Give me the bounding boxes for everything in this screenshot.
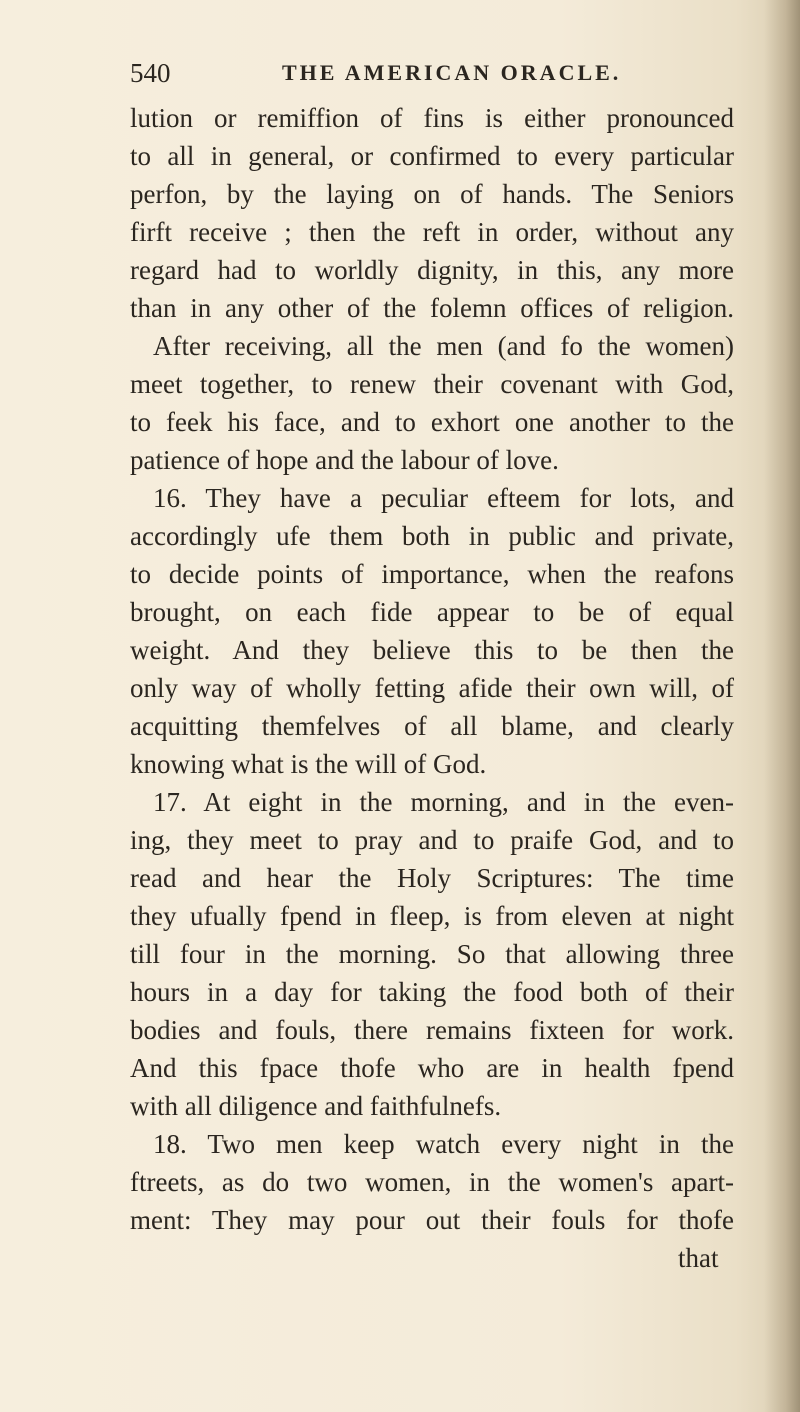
text-line: only way of wholly fetting afide their own will, of [130,673,734,703]
text-line: lution or remiffion of fins is either pronounced [130,103,734,133]
text-line: After receiving, all the men (and fo the women) [153,331,734,361]
text-line: to all in general, or confirmed to every particular [130,141,734,171]
text-line: ftreets, as do two women, in the women's apart- [130,1167,734,1197]
text-line: brought, on each fide appear to be of equal [130,597,734,627]
text-line: patience of hope and the labour of love. [130,445,559,475]
text-line: regard had to worldly dignity, in this, any more [130,255,734,285]
running-head: THE AMERICAN ORACLE. [282,60,622,85]
catchword: that [678,1243,719,1273]
text-line: 18. Two men keep watch every night in the [153,1129,734,1159]
page-header [130,58,690,94]
text-line: bodies and fouls, there remains fixteen for work. [130,1015,734,1045]
text-line: hours in a day for taking the food both of their [130,977,734,1007]
text-line: 16. They have a peculiar efteem for lots, and [153,483,734,513]
text-line: acquitting themfelves of all blame, and clearly [130,711,734,741]
text-line: ing, they meet to pray and to praife God, and to [130,825,734,855]
text-line: accordingly ufe them both in public and private, [130,521,734,551]
text-line: 17. At eight in the morning, and in the even- [153,787,734,817]
text-line: they ufually fpend in fleep, is from eleven at night [130,901,734,931]
page-edge-shadow [764,0,800,1412]
text-line: with all diligence and faithfulnefs. [130,1091,502,1121]
text-line: than in any other of the folemn offices of religion. [130,293,734,323]
text-line: to decide points of importance, when the reafons [130,559,734,589]
text-line: to feek his face, and to exhort one another to the [130,407,734,437]
text-line: And this fpace thofe who are in health fpend [130,1053,734,1083]
text-line: read and hear the Holy Scriptures: The time [130,863,734,893]
text-line: weight. And they believe this to be then the [130,635,734,665]
text-line: meet together, to renew their covenant with God, [130,369,734,399]
text-line: ment: They may pour out their fouls for thofe [130,1205,734,1235]
page-number: 540 [130,58,171,88]
text-line: knowing what is the will of God. [130,749,487,779]
text-line: till four in the morning. So that allowing three [130,939,734,969]
text-line: firft receive ; then the reft in order, without any [130,217,734,247]
text-line: perfon, by the laying on of hands. The Seniors [130,179,734,209]
